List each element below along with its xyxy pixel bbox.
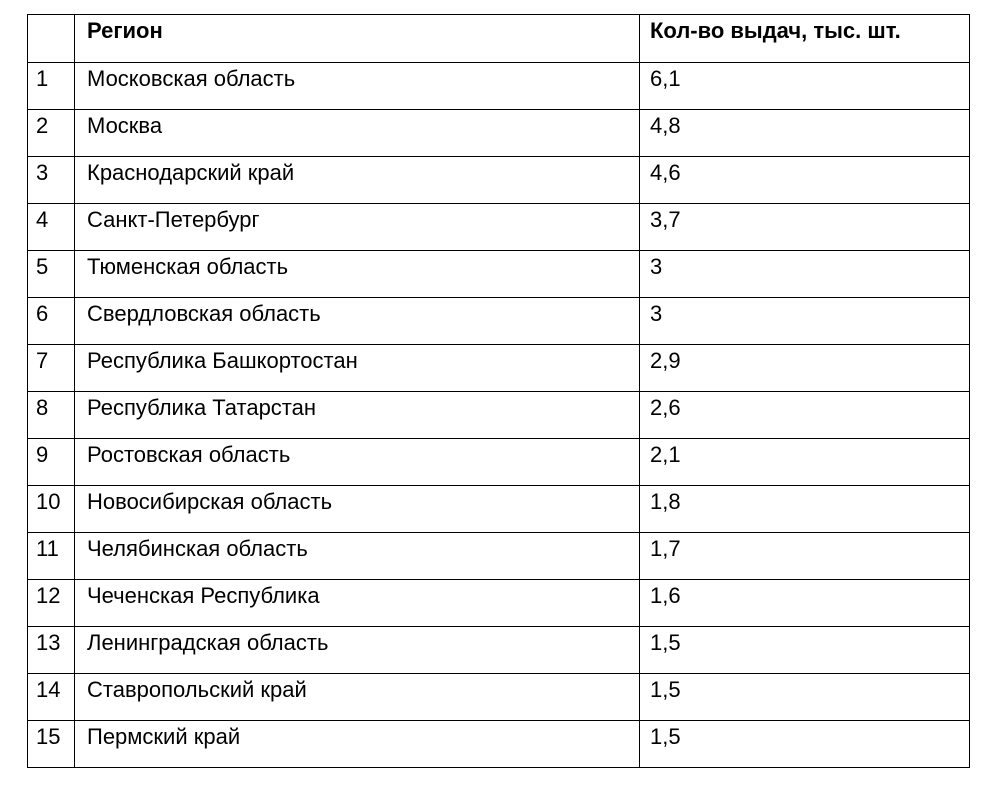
region-name-cell: Московская область — [75, 63, 640, 110]
table-row — [28, 580, 970, 627]
table-header — [28, 15, 970, 63]
row-number-cell: 12 — [28, 580, 75, 627]
issuance-count-cell: 1,5 — [640, 721, 970, 768]
regions-table — [27, 14, 970, 768]
region-name-cell: Ленинградская область — [75, 627, 640, 674]
table-row — [28, 439, 970, 486]
region-name-cell: Москва — [75, 110, 640, 157]
header-num — [28, 15, 75, 63]
issuance-count-cell: 2,9 — [640, 345, 970, 392]
row-number-cell: 7 — [28, 345, 75, 392]
row-number-cell: 15 — [28, 721, 75, 768]
issuance-count-cell: 4,8 — [640, 110, 970, 157]
region-name-cell: Ростовская область — [75, 439, 640, 486]
issuance-count-cell: 1,8 — [640, 486, 970, 533]
issuance-count-cell: 1,5 — [640, 674, 970, 721]
table-row — [28, 392, 970, 439]
row-number-cell: 4 — [28, 204, 75, 251]
row-number-cell: 5 — [28, 251, 75, 298]
header-region: Регион — [75, 15, 640, 63]
row-number-cell: 10 — [28, 486, 75, 533]
region-name-cell: Республика Башкортостан — [75, 345, 640, 392]
header-value: Кол-во выдач, тыс. шт. — [640, 15, 970, 63]
issuance-count-cell: 1,7 — [640, 533, 970, 580]
region-name-cell: Краснодарский край — [75, 157, 640, 204]
region-name-cell: Ставропольский край — [75, 674, 640, 721]
row-number-cell: 9 — [28, 439, 75, 486]
row-number-cell: 14 — [28, 674, 75, 721]
issuance-count-cell: 2,1 — [640, 439, 970, 486]
region-name-cell: Челябинская область — [75, 533, 640, 580]
issuance-count-cell: 2,6 — [640, 392, 970, 439]
row-number-cell: 13 — [28, 627, 75, 674]
issuance-count-cell: 1,6 — [640, 580, 970, 627]
table-row — [28, 345, 970, 392]
issuance-count-cell: 1,5 — [640, 627, 970, 674]
row-number-cell: 3 — [28, 157, 75, 204]
table-row — [28, 627, 970, 674]
region-name-cell: Тюменская область — [75, 251, 640, 298]
region-name-cell: Свердловская область — [75, 298, 640, 345]
header-row — [28, 15, 970, 63]
issuance-count-cell: 3 — [640, 298, 970, 345]
region-name-cell: Республика Татарстан — [75, 392, 640, 439]
table-body — [28, 63, 970, 768]
table-row — [28, 298, 970, 345]
table-row — [28, 110, 970, 157]
table-row — [28, 533, 970, 580]
issuance-count-cell: 4,6 — [640, 157, 970, 204]
table-row — [28, 204, 970, 251]
issuance-count-cell: 3 — [640, 251, 970, 298]
table-row — [28, 721, 970, 768]
row-number-cell: 6 — [28, 298, 75, 345]
table-row — [28, 486, 970, 533]
issuance-count-cell: 3,7 — [640, 204, 970, 251]
issuance-count-cell: 6,1 — [640, 63, 970, 110]
region-name-cell: Пермский край — [75, 721, 640, 768]
row-number-cell: 11 — [28, 533, 75, 580]
region-name-cell: Новосибирская область — [75, 486, 640, 533]
row-number-cell: 2 — [28, 110, 75, 157]
region-name-cell: Чеченская Республика — [75, 580, 640, 627]
row-number-cell: 8 — [28, 392, 75, 439]
row-number-cell: 1 — [28, 63, 75, 110]
region-name-cell: Санкт-Петербург — [75, 204, 640, 251]
table-row — [28, 157, 970, 204]
table-row — [28, 674, 970, 721]
table-row — [28, 251, 970, 298]
table-row — [28, 63, 970, 110]
